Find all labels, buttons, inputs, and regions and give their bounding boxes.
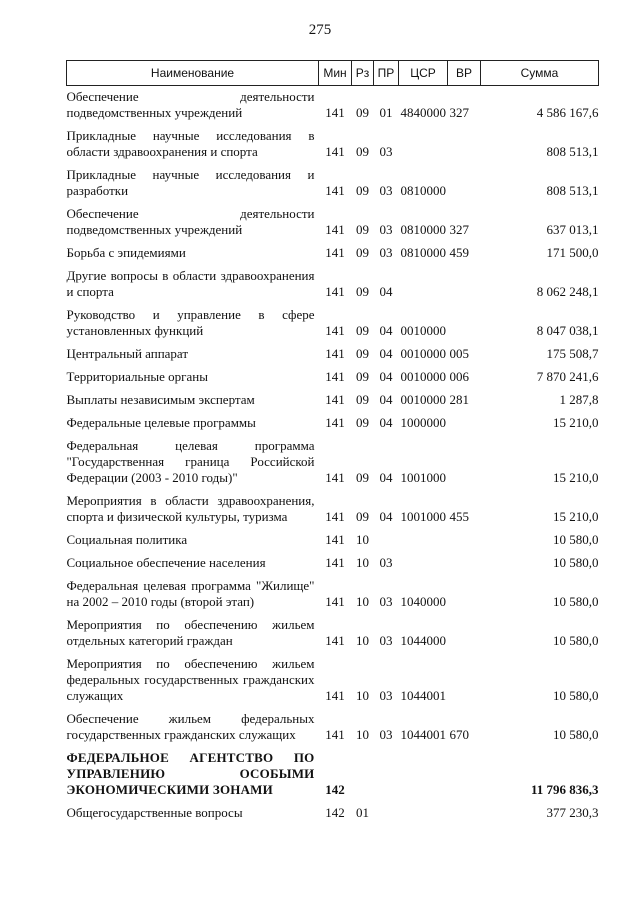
cell-vr: [448, 412, 481, 435]
cell-csr: [399, 552, 448, 575]
cell-pr: [374, 529, 399, 552]
table-row: [67, 366, 599, 389]
cell-vr: [448, 265, 481, 304]
cell-sum: 10 580,0: [553, 555, 599, 570]
cell-vr: [448, 802, 481, 825]
cell-name: Прикладные научные исследования в области здравоохранения и спорта: [66, 128, 315, 159]
cell-csr: 1001000: [400, 509, 446, 524]
cell-min: 141: [325, 727, 345, 742]
cell-min: 141: [325, 688, 345, 703]
cell-name: Обеспечение жильем федеральных государственных гражданских служащих: [66, 711, 315, 742]
cell-rz: 10: [356, 555, 369, 570]
cell-name: ФЕДЕРАЛЬНОЕ АГЕНТСТВО ПО УПРАВЛЕНИЮ ОСОБЫМИ ЭКОНОМИЧЕСКИМИ ЗОНАМИ: [66, 750, 315, 797]
cell-pr: 03: [379, 727, 393, 742]
cell-name: Обеспечение деятельности подведомственных учреждений: [66, 206, 315, 237]
cell-rz: 10: [356, 633, 369, 648]
cell-sum: 11 796 836,3: [530, 782, 599, 797]
cell-csr: 0010000: [400, 346, 446, 361]
cell-name: Обеспечение деятельности подведомственных учреждений: [66, 89, 315, 120]
budget-table: [66, 60, 599, 825]
cell-rz: 09: [356, 369, 369, 384]
cell-pr: 03: [379, 222, 393, 237]
cell-vr: [448, 164, 481, 203]
cell-pr: 03: [379, 594, 393, 609]
cell-rz: [352, 747, 374, 802]
cell-min: 141: [325, 633, 345, 648]
cell-min: 142: [325, 805, 345, 820]
cell-vr: [448, 304, 481, 343]
cell-vr: [448, 125, 481, 164]
cell-min: 141: [325, 594, 345, 609]
table-header-row: [67, 61, 599, 86]
table-row: [67, 86, 599, 126]
table-row: [67, 653, 599, 708]
cell-rz: 09: [356, 323, 369, 338]
cell-vr: [448, 529, 481, 552]
cell-vr: 670: [449, 727, 469, 742]
cell-vr: [448, 653, 481, 708]
cell-sum: 808 513,1: [546, 183, 599, 198]
cell-csr: 0810000: [400, 222, 446, 237]
cell-rz: 09: [356, 346, 369, 361]
cell-min: 141: [325, 555, 345, 570]
cell-sum: 4 586 167,6: [536, 105, 599, 120]
cell-pr: 03: [379, 245, 393, 260]
table-row: [67, 265, 599, 304]
cell-name: Федеральная целевая программа "Государственная граница Российской Федерации (2003 - 2010 годы)": [66, 438, 315, 485]
cell-sum: 377 230,3: [546, 805, 599, 820]
cell-rz: 09: [356, 284, 369, 299]
cell-csr: 1040000: [400, 594, 446, 609]
table-row: [67, 490, 599, 529]
cell-min: 141: [325, 392, 345, 407]
cell-rz: 09: [356, 222, 369, 237]
cell-vr: 455: [449, 509, 469, 524]
page-number: 275: [308, 22, 332, 38]
cell-rz: 09: [356, 245, 369, 260]
table-row: [67, 708, 599, 747]
cell-sum: 10 580,0: [553, 688, 599, 703]
cell-rz: 09: [356, 415, 369, 430]
cell-name: Руководство и управление в сфере установленных функций: [66, 307, 315, 338]
cell-min: 141: [325, 470, 345, 485]
cell-name: Выплаты независимым экспертам: [66, 392, 255, 407]
cell-min: 141: [325, 144, 345, 159]
cell-name: Федеральные целевые программы: [66, 415, 256, 430]
cell-name: Федеральная целевая программа "Жилище" на 2002 – 2010 годы (второй этап): [66, 578, 315, 609]
cell-pr: 04: [379, 284, 393, 299]
cell-rz: 10: [356, 532, 369, 547]
cell-csr: 0010000: [400, 392, 446, 407]
cell-csr: 0810000: [400, 245, 446, 260]
cell-rz: 01: [356, 805, 369, 820]
cell-sum: 10 580,0: [553, 532, 599, 547]
cell-csr: [399, 529, 448, 552]
header-min: Мин: [319, 61, 352, 86]
cell-vr: 281: [449, 392, 469, 407]
cell-min: 142: [325, 782, 345, 797]
cell-rz: 09: [356, 105, 369, 120]
table-row: [67, 802, 599, 825]
cell-name: Борьба с эпидемиями: [66, 245, 186, 260]
cell-rz: 09: [356, 509, 369, 524]
cell-rz: 10: [356, 727, 369, 742]
cell-rz: 09: [356, 392, 369, 407]
table-row: [67, 435, 599, 490]
header-pr: ПР: [374, 61, 399, 86]
cell-sum: 175 508,7: [546, 346, 599, 361]
cell-pr: 04: [379, 346, 393, 361]
cell-csr: 4840000: [400, 105, 446, 120]
cell-pr: 04: [379, 415, 393, 430]
cell-min: 141: [325, 323, 345, 338]
cell-pr: [374, 747, 399, 802]
table-row: [67, 304, 599, 343]
cell-sum: 10 580,0: [553, 594, 599, 609]
cell-sum: 808 513,1: [546, 144, 599, 159]
cell-vr: [448, 575, 481, 614]
cell-sum: 8 047 038,1: [536, 323, 599, 338]
cell-vr: [448, 552, 481, 575]
table-row: [67, 242, 599, 265]
cell-csr: 1044001: [400, 688, 446, 703]
cell-name: Общегосударственные вопросы: [66, 805, 243, 820]
cell-rz: 09: [356, 470, 369, 485]
cell-pr: 03: [379, 555, 393, 570]
cell-sum: 8 062 248,1: [536, 284, 599, 299]
cell-min: 141: [325, 222, 345, 237]
cell-sum: 1 287,8: [559, 392, 599, 407]
cell-sum: 10 580,0: [553, 727, 599, 742]
table-row: [67, 575, 599, 614]
cell-sum: 10 580,0: [553, 633, 599, 648]
table-row: [67, 412, 599, 435]
cell-min: 141: [325, 105, 345, 120]
cell-csr: 1044001: [400, 727, 446, 742]
cell-vr: 327: [449, 105, 469, 120]
cell-rz: 09: [356, 144, 369, 159]
cell-min: 141: [325, 532, 345, 547]
cell-pr: 04: [379, 509, 393, 524]
cell-name: Центральный аппарат: [66, 346, 189, 361]
table-body: [67, 86, 599, 826]
cell-rz: 10: [356, 688, 369, 703]
header-name: Наименование: [67, 61, 319, 86]
cell-csr: 1001000: [400, 470, 446, 485]
cell-csr: [399, 265, 448, 304]
cell-name: Мероприятия по обеспечению жильем федеральных государственных гражданских служащих: [66, 656, 315, 703]
cell-pr: 03: [379, 688, 393, 703]
cell-sum: 15 210,0: [553, 509, 599, 524]
cell-pr: [374, 802, 399, 825]
cell-sum: 7 870 241,6: [536, 369, 599, 384]
table-row: [67, 203, 599, 242]
cell-vr: 005: [449, 346, 469, 361]
cell-pr: 01: [379, 105, 393, 120]
header-csr: ЦСР: [399, 61, 448, 86]
table-row: [67, 614, 599, 653]
cell-rz: 09: [356, 183, 369, 198]
cell-sum: 637 013,1: [546, 222, 599, 237]
cell-csr: [399, 125, 448, 164]
cell-min: 141: [325, 509, 345, 524]
table-row: [67, 529, 599, 552]
header-sum: Сумма: [481, 61, 599, 86]
cell-name: Территориальные органы: [66, 369, 208, 384]
cell-min: 141: [325, 245, 345, 260]
cell-pr: 04: [379, 369, 393, 384]
cell-vr: 006: [449, 369, 469, 384]
table-row: [67, 552, 599, 575]
cell-name: Прикладные научные исследования и разработки: [66, 167, 315, 198]
cell-csr: [399, 747, 448, 802]
cell-vr: 327: [449, 222, 469, 237]
cell-pr: 04: [379, 470, 393, 485]
cell-pr: 03: [379, 144, 393, 159]
header-vr: ВР: [448, 61, 481, 86]
cell-vr: [448, 614, 481, 653]
cell-pr: 03: [379, 633, 393, 648]
cell-min: 141: [325, 346, 345, 361]
cell-min: 141: [325, 415, 345, 430]
table-row: [67, 389, 599, 412]
cell-min: 141: [325, 183, 345, 198]
cell-name: Социальное обеспечение населения: [66, 555, 266, 570]
table-row: [67, 343, 599, 366]
cell-vr: [448, 435, 481, 490]
cell-csr: 1044000: [400, 633, 446, 648]
table-row: [67, 125, 599, 164]
table-row: [67, 747, 599, 802]
cell-csr: 0010000: [400, 323, 446, 338]
cell-name: Социальная политика: [66, 532, 188, 547]
cell-min: 141: [325, 284, 345, 299]
cell-rz: 10: [356, 594, 369, 609]
cell-vr: [448, 747, 481, 802]
cell-pr: 03: [379, 183, 393, 198]
cell-csr: 0810000: [400, 183, 446, 198]
table-row: [67, 164, 599, 203]
cell-sum: 15 210,0: [553, 470, 599, 485]
cell-min: 141: [325, 369, 345, 384]
cell-sum: 15 210,0: [553, 415, 599, 430]
cell-name: Мероприятия в области здравоохранения, спорта и физической культуры, туризма: [66, 493, 315, 524]
cell-sum: 171 500,0: [546, 245, 599, 260]
cell-pr: 04: [379, 392, 393, 407]
header-rz: Рз: [352, 61, 374, 86]
cell-csr: 0010000: [400, 369, 446, 384]
cell-pr: 04: [379, 323, 393, 338]
cell-csr: 1000000: [400, 415, 446, 430]
cell-name: Мероприятия по обеспечению жильем отдельных категорий граждан: [66, 617, 315, 648]
cell-vr: 459: [449, 245, 469, 260]
cell-csr: [399, 802, 448, 825]
cell-name: Другие вопросы в области здравоохранения и спорта: [66, 268, 315, 299]
